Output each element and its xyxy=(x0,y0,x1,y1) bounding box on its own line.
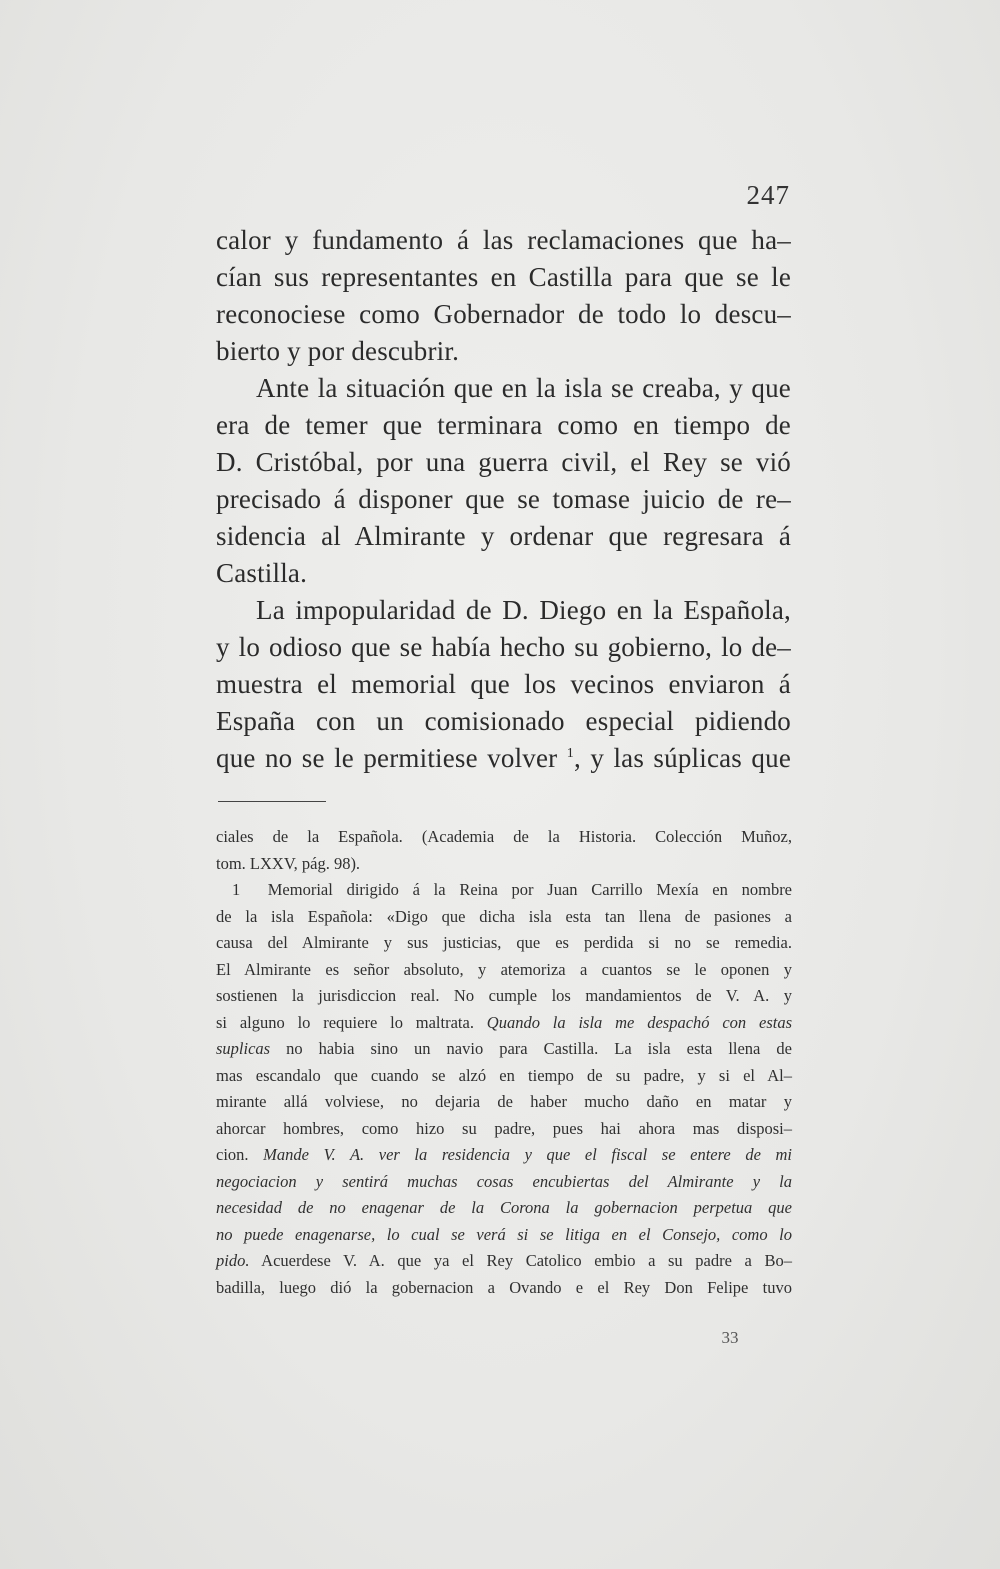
footnote-text: si alguno lo requiere lo maltrata. xyxy=(216,1012,474,1032)
body-line xyxy=(216,740,791,777)
footnote-divider xyxy=(218,801,326,802)
footnote-italic-text: suplicas xyxy=(216,1039,271,1058)
footnote-text: no habia sino un navio para Castilla. La isla esta llena de xyxy=(286,1039,792,1058)
body-line: La impopularidad de D. Diego en la Española, xyxy=(256,595,791,625)
body-line: sidencia al Almirante y ordenar que regresara á xyxy=(216,521,791,551)
body-line: Castilla. xyxy=(216,558,308,588)
footnote-italic-text: negociacion y sentirá muchas cosas encubiertas del Almirante y la xyxy=(216,1171,792,1191)
footnote-line: ahorcar hombres, como hizo su padre, pues hai ahora mas disposi– xyxy=(216,1118,792,1138)
footnote-line: de la isla Española: «Digo que dicha isla esta tan llena de pasiones a xyxy=(216,906,792,926)
footnote-italic-text: Mande V. A. ver la residencia y que el fiscal se entere de mi xyxy=(263,1145,793,1164)
footnote-line xyxy=(216,1036,792,1063)
body-text xyxy=(216,222,791,777)
footnote-line: sostienen la jurisdiccion real. No cumple los mandamientos de V. A. y xyxy=(216,986,792,1005)
footnote-italic-text: necesidad de no enagenar de la Corona la gobernacion perpetua que xyxy=(216,1198,792,1217)
body-line: precisado á disponer que se tomase juicio de re– xyxy=(216,484,791,514)
footnote-line: tom. LXXV, pág. 98). xyxy=(216,853,361,873)
footnote-line: causa del Almirante y sus justicias, que es perdida si no se remedia. xyxy=(216,933,792,952)
body-line: cían sus representantes en Castilla para que se le xyxy=(216,262,791,292)
body-line: bierto y por descubrir. xyxy=(216,336,460,366)
footnote-line xyxy=(216,1195,792,1222)
footnote-line xyxy=(216,1248,792,1275)
page-number: 247 xyxy=(746,180,790,210)
body-line: era de temer que terminara como en tiempo de xyxy=(216,410,791,440)
footnote-italic-text: pido. xyxy=(216,1251,250,1270)
body-line: Ante la situación que en la isla se creaba, y que xyxy=(256,373,791,403)
footnote-number: 1 xyxy=(232,880,241,899)
printer-signature: 33 xyxy=(721,1328,739,1347)
footnote-line xyxy=(216,1142,792,1169)
body-line: muestra el memorial que los vecinos enviaron á xyxy=(216,669,791,699)
footnotes xyxy=(216,824,792,1301)
footnote-line: mas escandalo que cuando se alzó en tiempo de su padre, y si el Al– xyxy=(216,1065,792,1085)
footnote-text: Acuerdese V. A. que ya el Rey Catolico embio a su padre a Bo– xyxy=(261,1251,792,1270)
body-line-text: , y las súplicas que xyxy=(574,743,791,773)
footnote-text: Memorial dirigido á la Reina por Juan Carrillo Mexía en nombre xyxy=(267,880,793,899)
footnote-italic-text: Quando la isla me despachó con estas xyxy=(486,1012,792,1032)
footnote-line xyxy=(216,877,792,904)
footnote-line xyxy=(216,1222,792,1249)
footnote-line: badilla, luego dió la gobernacion a Ovando e el Rey Don Felipe tuvo xyxy=(216,1277,792,1297)
footnote-line: mirante allá volviese, no dejaria de haber mucho daño en matar y xyxy=(216,1092,792,1111)
body-line: calor y fundamento á las reclamaciones que ha– xyxy=(216,225,791,255)
body-line: reconociese como Gobernador de todo lo descu– xyxy=(216,299,791,329)
body-line-text: que no se le permitiese volver xyxy=(216,743,558,773)
body-line: España con un comisionado especial pidiendo xyxy=(216,706,791,736)
footnote-line xyxy=(216,1169,792,1196)
footnote-line xyxy=(216,1010,792,1037)
body-line: D. Cristóbal, por una guerra civil, el Rey se vió xyxy=(216,447,791,477)
footnote-line: ciales de la Española. (Academia de la Historia. Colección Muñoz, xyxy=(216,827,792,846)
body-line: y lo odioso que se había hecho su gobierno, lo de– xyxy=(216,632,791,662)
footnote-italic-text: no puede enagenarse, lo cual se verá si se litiga en el Consejo, como lo xyxy=(216,1224,792,1244)
footnote-text: cion. xyxy=(216,1145,249,1164)
footnote-marker[interactable]: 1 xyxy=(566,746,574,761)
footnote-line: El Almirante es señor absoluto, y atemoriza a cuantos se le oponen y xyxy=(216,959,792,979)
